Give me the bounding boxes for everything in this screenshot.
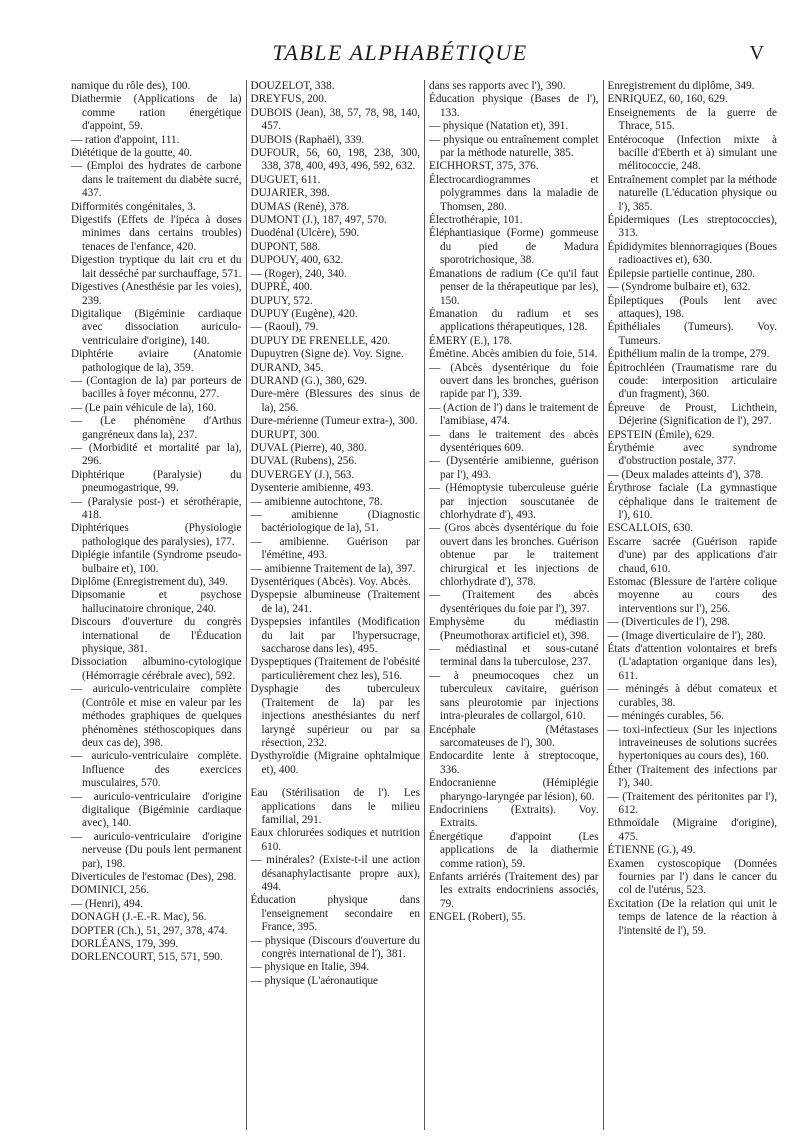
index-entry: Dyspeptiques (Traitement de l'obésité particulièrement chez les), 516.: [250, 656, 420, 682]
index-entry: DURAND, 345.: [250, 361, 324, 374]
index-entry: Enregistrement du diplôme, 349.: [607, 80, 755, 92]
index-entry: — (Paralysie post-) et sérothérapie, 418.: [71, 495, 242, 521]
index-entry: Eau (Stérilisation de l'). Les applications dans le milieu familial, 291.: [250, 787, 420, 826]
index-entry: — médiastinal et sous-cutané terminal dans la tuberculose, 237.: [429, 643, 599, 669]
index-entry: — (Emploi des hydrates de carbone dans le traitement du diabète sucré, 437.: [71, 160, 242, 200]
index-column-3: [424, 80, 603, 1130]
index-entry: Excitation (De la relation qui unit le temps de latence de la réaction à l'intensité de l'), 59.: [607, 897, 777, 937]
index-entry: — (Le pain véhicule de la), 160.: [71, 401, 217, 414]
index-entry: Éther (Traitement des infections par l'), 340.: [607, 763, 777, 790]
index-entry: — auriculo-ventriculaire complète (Contrôle et mise en valeur par les méthodes graphiques de quelques phénomènes stéthoscopiques dans deux cas de), 398.: [71, 683, 242, 749]
index-entry: DUMAS (René), 378.: [250, 200, 350, 213]
index-entry: Entraînement complet par la méthode naturelle (L'éducation physique ou l'), 385.: [607, 173, 777, 213]
index-entry: — physique (Discours d'ouverture du congrès international de l'), 381.: [250, 934, 420, 960]
index-entry: Diphtérie aviaire (Anatomie pathologique de la), 359.: [71, 348, 242, 374]
index-entry: Digestion tryptique du lait cru et du lait desséché par surchauffage, 571.: [71, 254, 242, 280]
index-entry: — physique ou entraînement complet par la méthode naturelle, 385.: [429, 133, 599, 160]
index-entry: DUBOIS (Jean), 38, 57, 78, 98, 140, 457.: [250, 106, 420, 133]
index-entry: Épithéliales (Tumeurs). Voy. Tumeurs.: [607, 321, 777, 347]
index-entry: — (Diverticules de l'), 298.: [607, 616, 731, 629]
index-entry: États d'attention volontaires et brefs (L'adaptation organique dans les), 611.: [607, 643, 777, 682]
index-entry: DUVAL (Pierre), 40, 380.: [250, 441, 367, 454]
index-entry: — ration d'appoint, 111.: [71, 133, 180, 146]
page-number: V: [749, 42, 764, 64]
index-entry: Dysenterie amibienne, 493.: [250, 482, 374, 495]
index-entry: DORLÉANS, 179, 399.: [71, 938, 179, 950]
index-entry: Duodénal (Ulcère), 590.: [250, 227, 360, 240]
index-entry: DREYFUS, 200.: [250, 93, 327, 106]
index-entry: Diphtériques (Physiologie pathologique des paralysies), 177.: [71, 522, 242, 548]
index-entry: — (Roger), 240, 340.: [250, 267, 347, 280]
index-column-2: [246, 80, 425, 1130]
index-entry: — (Gros abcès dysentérique du foie ouvert dans les bronches. Guérison obtenue par le traitement chirurgical et les injections de chlorhydrate d'), 378.: [429, 522, 599, 589]
index-entry: Discours d'ouverture du congrès international de l'Éducation physique, 381.: [71, 616, 242, 656]
index-entry: Emphysème du médiastin (Pneumothorax artificiel et), 398.: [429, 616, 599, 642]
index-entry: — physique (Natation et), 391.: [429, 120, 569, 133]
index-entry: ENRIQUEZ, 60, 160, 629.: [607, 93, 728, 106]
index-entry: — (Morbidité et mortalité par la), 296.: [71, 441, 242, 468]
index-entry: DUPOUY, 400, 632.: [250, 254, 344, 267]
index-entry: — (Dysentérie amibienne, guérison par l'), 493.: [429, 455, 599, 481]
index-entry: — à pneumocoques chez un tuberculeux cavitaire, guérison sans pleurotomie par injections intra-pleurales de collargol, 610.: [429, 669, 599, 723]
index-entry: Dipsomanie et psychose hallucinatoire chronique, 240.: [71, 589, 242, 615]
index-entry: DUPRÉ, 400.: [250, 281, 313, 294]
index-entry: — auriculo-ventriculaire d'origine nerveuse (Du pouls lent permanent par), 198.: [71, 830, 242, 870]
index-entry: DOMINICI, 256.: [71, 884, 149, 897]
index-entry: Diathermie (Applications de la) comme ration énergétique d'appoint, 59.: [71, 93, 242, 133]
index-entry: DUPONT, 588.: [250, 240, 321, 253]
index-entry: Érythémie avec syndrome d'obstruction postale, 377.: [607, 441, 777, 468]
page-title: TABLE ALPHABÉTIQUE: [272, 40, 528, 65]
index-entry: ÉMERY (E.), 178.: [429, 334, 513, 347]
index-entry: Épididymites blennorragiques (Boues radioactives et), 630.: [607, 240, 777, 267]
index-entry: — dans le traitement des abcès dysentériques 609.: [429, 428, 599, 454]
index-entry: Digitalique (Bigéminie cardiaque avec dissociation auriculo-ventriculaire d'origine), 140.: [71, 307, 242, 347]
index-entry: DURAND (G.), 380, 629.: [250, 374, 368, 387]
index-entry: DUMONT (J.), 187, 497, 570.: [250, 214, 387, 227]
index-entry: Diverticules de l'estomac (Des), 298.: [71, 870, 237, 883]
index-entry: Dupuytren (Signe de). Voy. Signe.: [250, 348, 404, 361]
index-entry: DUGUET, 611.: [250, 173, 321, 186]
index-entry: — amibienne Traitement de la), 397.: [250, 562, 416, 575]
index-entry: Difformités congénitales, 3.: [71, 200, 196, 213]
index-entry: DONAGH (J.-E.-R. Mac), 56.: [71, 911, 207, 924]
index-entry: Encéphale (Métastases sarcomateuses de l'), 300.: [429, 723, 599, 749]
index-entry: Dysphagie des tuberculeux (Traitement de la) par les injections anesthésiantes du nerf laryngé supérieur ou par sa résection, 232.: [250, 683, 420, 749]
index-entry: DUPUY DE FRENELLE, 420.: [250, 334, 391, 347]
index-entry: Épitrochléen (Traumatisme rare du coude: interposition articulaire d'un fragment), 360.: [607, 361, 777, 401]
index-entry: Digestifs (Effets de l'ipéca à doses minimes dans certains troubles) tenaces de l'enfance, 420.: [71, 214, 242, 253]
index-entry: Dysentériques (Abcès). Voy. Abcès.: [250, 576, 411, 589]
index-entry: Escarre sacrée (Guérison rapide d'une) par des applications d'air chaud, 610.: [607, 535, 777, 575]
index-columns: [67, 80, 781, 1130]
index-entry: Émanations de radium (Ce qu'il faut penser de la thérapeutique par les), 150.: [429, 267, 599, 307]
index-entry: Endocardite lente à streptocoque, 336.: [429, 750, 599, 776]
index-entry: Estomac (Blessure de l'artère colique moyenne au cours des interventions sur l'), 256.: [607, 576, 777, 615]
index-entry: Dysthyroïdie (Migraine ophtalmique et), 400.: [250, 750, 420, 776]
index-entry: ENGEL (Robert), 55.: [429, 911, 526, 924]
index-entry: — méningés à début comateux et curables, 38.: [607, 683, 777, 709]
index-entry: Éléphantiasique (Forme) gommeuse du pied de Madura sporotrichosique, 38.: [429, 227, 599, 267]
index-entry: — (Abcès dysentérique du foie ouvert dans les bronches, guérison rapide par l'), 339.: [429, 361, 599, 401]
index-entry: Examen cystoscopique (Données fournies par l') dans le cancer du col de l'utérus, 523.: [607, 857, 777, 897]
index-entry: — amibienne. Guérison par l'émétine, 493.: [250, 535, 420, 562]
index-entry: DOPTER (Ch.), 51, 297, 378, 474.: [71, 924, 228, 937]
index-entry: ESCALLOIS, 630.: [607, 522, 693, 535]
index-entry: Dissociation albumino-cytologique (Hémorragie cérébrale avec), 592.: [71, 656, 242, 682]
index-entry: — auriculo-ventriculaire complète. Influence des exercices musculaires, 570.: [71, 750, 242, 790]
index-entry: Émanation du radium et ses applications thérapeutiques, 128.: [429, 307, 599, 334]
index-entry: Ethmoïdale (Migraine d'origine), 475.: [607, 817, 777, 843]
index-entry: Diététique de la goutte, 40.: [71, 147, 193, 160]
index-entry: Enfants arriérés (Traitement des) par les extraits endocriniens associés, 79.: [429, 870, 599, 910]
index-entry: — (Raoul), 79.: [250, 321, 319, 334]
index-entry: Éducation physique dans l'enseignement secondaire en France, 395.: [250, 894, 420, 934]
index-entry: Dure-mérienne (Tumeur extra-), 300.: [250, 415, 418, 428]
index-entry: Éducation physique (Bases de l'), 133.: [429, 93, 599, 119]
index-entry: Électrothérapie, 101.: [429, 214, 523, 227]
index-entry: Émétine. Abcès amibien du foie, 514.: [429, 348, 598, 361]
index-entry: DUBOIS (Raphaël), 339.: [250, 133, 365, 146]
index-entry: DUVAL (Rubens), 256.: [250, 455, 357, 468]
index-entry: dans ses rapports avec l'), 390.: [429, 80, 566, 92]
index-entry: Endocranienne (Hémiplégie pharyngo-laryngée par lésion), 60.: [429, 777, 599, 803]
index-entry: — (Image diverticulaire de l'), 280.: [607, 629, 766, 642]
index-entry: Enseignements de la guerre de Thrace, 515.: [607, 106, 777, 133]
index-entry: Eaux chlorurées sodiques et nutrition 610.: [250, 827, 420, 853]
index-entry: DUVERGEY (J.), 563.: [250, 468, 355, 481]
index-entry: DUFOUR, 56, 60, 198, 238, 300, 338, 378, 400, 493, 496, 592, 632.: [250, 147, 420, 173]
index-entry: — toxi-infectieux (Sur les injections intraveineuses de solutions sucrées hypertoniques au cours des), 160.: [607, 723, 777, 763]
index-entry: Endocriniens (Extraits). Voy. Extraits.: [429, 803, 599, 830]
index-entry: DORLENCOURT, 515, 571, 590.: [71, 951, 223, 964]
index-entry: DUJARIER, 398.: [250, 187, 330, 200]
index-entry: — auriculo-ventriculaire d'origine digitalique (Bigéminie cardiaque avec), 140.: [71, 790, 242, 830]
index-entry: Érythrose faciale (La gymnastique céphalique dans le traitement de l'), 610.: [607, 482, 777, 521]
index-entry: Diplôme (Enregistrement du), 349.: [71, 576, 228, 589]
index-entry: — (Action de l') dans le traitement de l'amibiase, 474.: [429, 401, 599, 428]
index-entry: DOUZELOT, 338.: [250, 80, 335, 92]
index-entry: Diphtérique (Paralysie) du pneumogastrique, 99.: [71, 468, 242, 495]
index-entry: EPSTEIN (Émile), 629.: [607, 428, 715, 441]
index-column-1: [67, 80, 246, 1130]
index-entry: — (Deux malades atteints d'), 378.: [607, 468, 764, 481]
index-entry: ÉTIENNE (G.), 49.: [607, 844, 696, 857]
index-entry: Dure-mère (Blessures des sinus de la), 256.: [250, 388, 420, 414]
index-entry: — (Contagion de la) par porteurs de bacilles à foyer méconnu, 277.: [71, 374, 242, 401]
index-entry: Épilepsie partielle continue, 280.: [607, 267, 756, 280]
index-entry: — (Hémoptysie tuberculeuse guérie par injection souscutanée de chlorhydrate d'), 493.: [429, 482, 599, 521]
index-entry: namique du rôle des), 100.: [71, 80, 191, 92]
index-entry: — minérales? (Existe-t-il une action désanaphylactisante propre aux), 494.: [250, 854, 420, 893]
index-entry: — (Traitement des abcès dysentériques du foie par l'), 397.: [429, 589, 599, 615]
index-entry: — (Traitement des péritonites par l'), 612.: [607, 790, 777, 816]
index-entry: Digestives (Anesthésie par les voies), 239.: [71, 281, 242, 307]
index-entry: — (Syndrome bulbaire et), 632.: [607, 281, 751, 294]
index-entry: Épithélium malin de la trompe, 279.: [607, 348, 770, 361]
index-entry: DUPUY, 572.: [250, 294, 313, 307]
index-column-4: [603, 80, 782, 1130]
index-entry: Dyspepsie albumineuse (Traitement de la), 241.: [250, 589, 420, 615]
index-entry: EICHHORST, 375, 376.: [429, 160, 539, 173]
index-entry: Dyspepsies infantiles (Modification du lait par l'hypersucrage, saccharose dans les), 495.: [250, 616, 420, 656]
index-entry: Électrocardiogrammes et polygrammes dans la maladie de Thomsen, 280.: [429, 173, 599, 213]
index-entry: — physique en Italie, 394.: [250, 961, 370, 974]
index-entry: — (Le phénomène d'Arthus gangréneux dans la), 237.: [71, 415, 242, 441]
index-entry: DURUPT, 300.: [250, 428, 320, 441]
index-entry: — méningés curables, 56.: [607, 710, 725, 723]
index-entry: — amibienne (Diagnostic bactériologique de la), 51.: [250, 509, 420, 535]
index-entry: — (Henri), 494.: [71, 897, 144, 910]
index-entry: Épreuve de Proust, Lichthein, Déjerine (Signification de l'), 297.: [607, 401, 777, 428]
index-entry: — amibienne autochtone, 78.: [250, 495, 383, 508]
index-entry: DUPUY (Eugène), 420.: [250, 307, 358, 320]
index-entry: — physique (L'aéronautique: [250, 974, 379, 987]
index-entry: Diplégie infantile (Syndrome pseudo-bulbaire et), 100.: [71, 549, 242, 575]
index-entry: Épileptiques (Pouls lent avec attaques), 198.: [607, 294, 777, 320]
index-entry: Énergétique d'appoint (Les applications de la diathermie comme ration), 59.: [429, 830, 599, 870]
index-entry: Épidermiques (Les streptococcies), 313.: [607, 214, 777, 240]
index-entry: Entérocoque (Infection mixte à bacille d'Eberth et à) simulant une mélitococcie, 248.: [607, 133, 777, 173]
